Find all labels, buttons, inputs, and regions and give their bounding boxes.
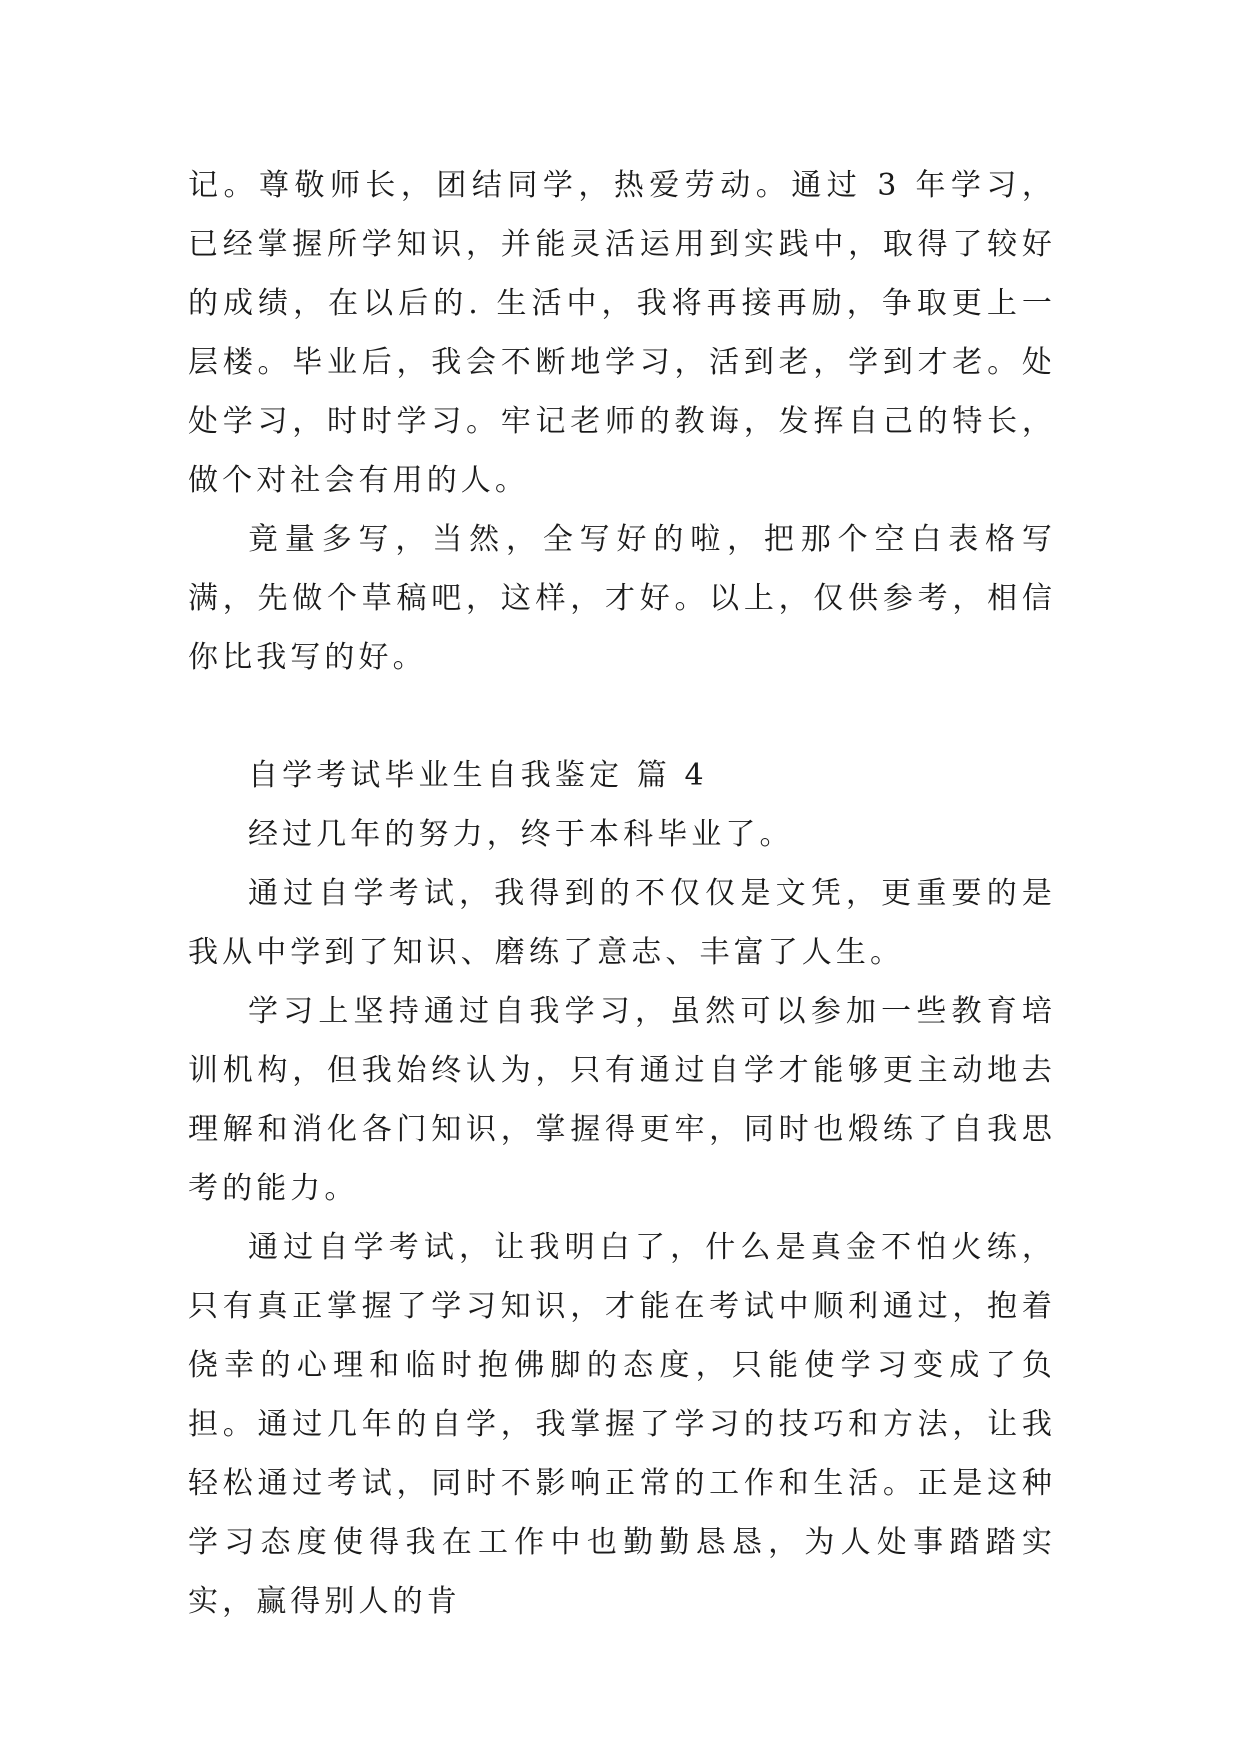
paragraph: 通过自学考试，让我明白了，什么是真金不怕火练，只有真正掌握了学习知识，才能在考试中顺利通过，抱着侥幸的心理和临时抱佛脚的态度，只能使学习变成了负担。通过几年的自学，我掌握了学习的技巧和方法，让我轻松通过考试，同时不影响正常的工作和生活。正是这种学习态度使得我在工作中也勤勤恳恳，为人处事踏踏实实，赢得别人的肯 <box>188 1230 1056 1619</box>
paragraph: 经过几年的努力，终于本科毕业了。 <box>248 817 794 852</box>
document-body <box>188 156 1056 1631</box>
paragraph-continued: 记。尊敬师长，团结同学，热爱劳动。通过 3 年学习，已经掌握所学知识，并能灵活运用到实践中，取得了较好的成绩，在以后的. 生活中，我将再接再励，争取更上一层楼。毕业后，我会不断地学习，活到老，学到才老。处处学习，时时学习。牢记老师的教诲，发挥自己的特长，做个对社会有用的人。 <box>188 168 1056 498</box>
section-spacer <box>188 687 1056 746</box>
paragraph: 学习上坚持通过自我学习，虽然可以参加一些教育培训机构，但我始终认为，只有通过自学才能够更主动地去理解和消化各门知识，掌握得更牢，同时也煅练了自我思考的能力。 <box>188 994 1056 1206</box>
paragraph: 通过自学考试，我得到的不仅仅是文凭，更重要的是我从中学到了知识、磨练了意志、丰富了人生。 <box>188 876 1056 970</box>
paragraph: 竟量多写，当然，全写好的啦，把那个空白表格写满，先做个草稿吧，这样，才好。以上，仅供参考，相信你比我写的好。 <box>188 522 1056 675</box>
section-heading: 自学考试毕业生自我鉴定 篇 4 <box>248 758 708 793</box>
